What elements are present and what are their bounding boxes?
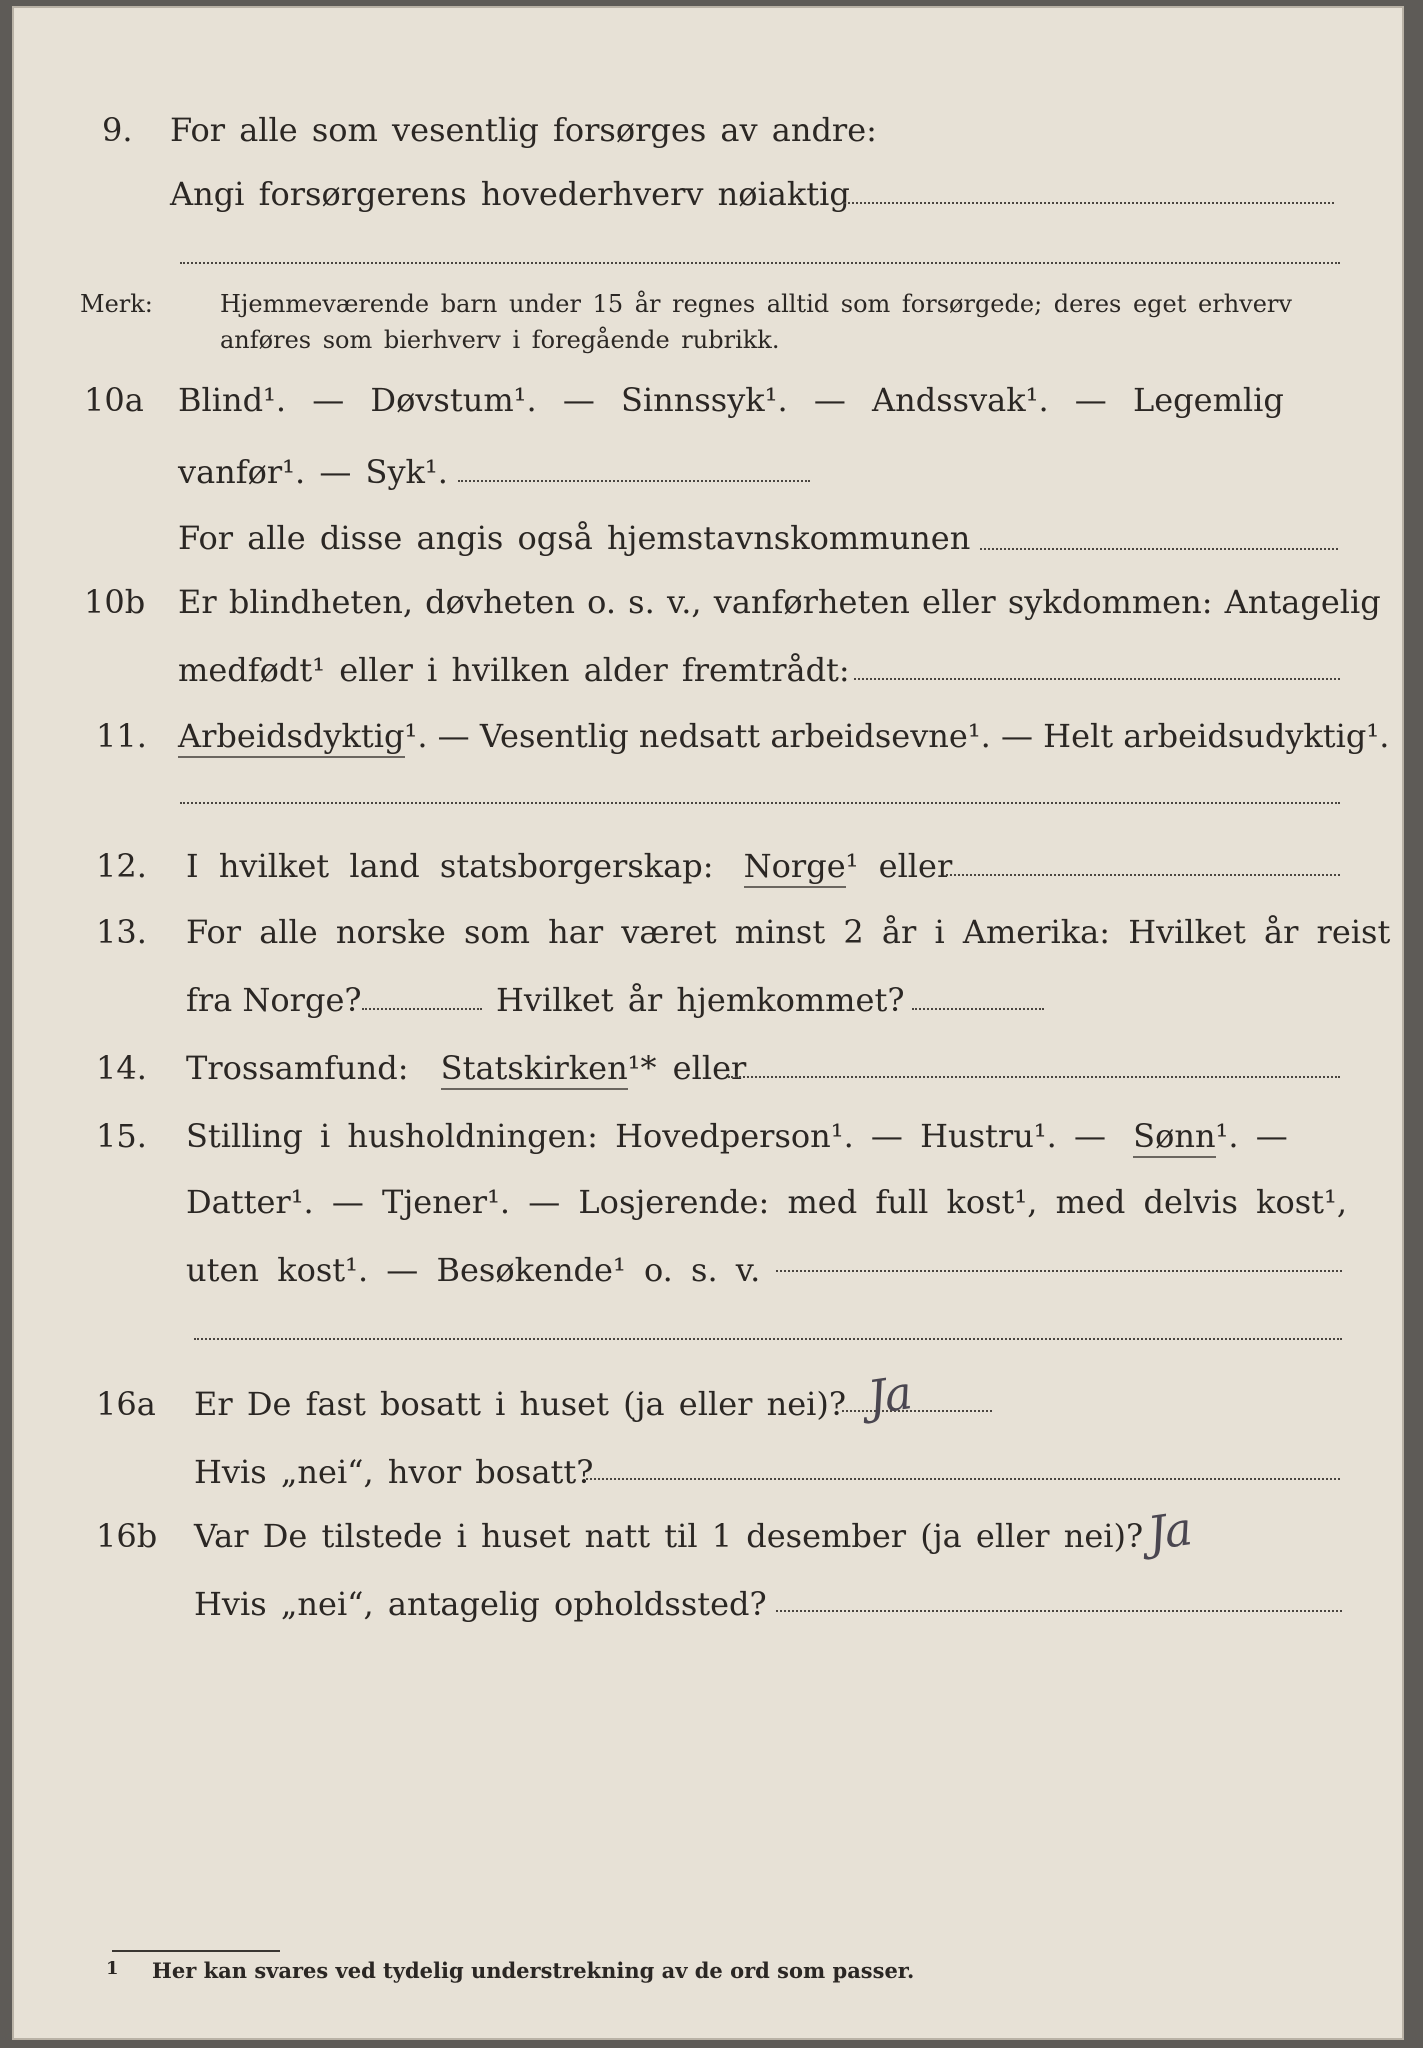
item-text: ¹. — bbox=[1215, 1117, 1288, 1155]
answer-line[interactable] bbox=[946, 874, 1340, 876]
item-number: 12. bbox=[96, 847, 147, 885]
answer-line[interactable] bbox=[362, 1008, 482, 1010]
item-text: Blind¹. — Døvstum¹. — Sinnssyk¹. — Andssvak¹. — Legemlig bbox=[178, 381, 1284, 419]
note-text: anføres som bierhverv i foregående rubrikk. bbox=[220, 326, 780, 354]
item-text: For alle som vesentlig forsørges av andre: bbox=[170, 111, 877, 149]
footnote-mark: 1 bbox=[106, 1958, 119, 1979]
census-form-page bbox=[12, 6, 1404, 2040]
item-text: uten kost¹. — Besøkende¹ o. s. v. bbox=[186, 1251, 761, 1289]
item-text: medfødt¹ eller i hvilken alder fremtrådt: bbox=[178, 651, 850, 689]
answer-line[interactable] bbox=[180, 262, 1340, 264]
item-number: 9. bbox=[102, 111, 133, 149]
item-number: 16a bbox=[96, 1385, 156, 1423]
item-number: 10a bbox=[84, 381, 144, 419]
handwritten-answer: Ja bbox=[1144, 1501, 1194, 1561]
handwritten-answer: Ja bbox=[864, 1365, 914, 1425]
item-text: Er blindheten, døvheten o. s. v., vanførheten eller sykdommen: Antagelig bbox=[178, 583, 1381, 621]
item-number: 16b bbox=[96, 1517, 158, 1555]
underlined-answer: Arbeidsdyktig bbox=[178, 717, 405, 758]
answer-line[interactable] bbox=[980, 548, 1338, 550]
note-text: Hjemmeværende barn under 15 år regnes alltid som forsørgede; deres eget erhverv bbox=[220, 290, 1292, 318]
answer-line[interactable] bbox=[842, 1410, 992, 1412]
underlined-answer: Sønn bbox=[1133, 1117, 1215, 1158]
item-text: fra Norge? bbox=[186, 981, 362, 1019]
item-number: 13. bbox=[96, 913, 147, 951]
answer-line[interactable] bbox=[586, 1478, 1340, 1480]
underlined-answer: Statskirken bbox=[441, 1049, 628, 1090]
item-text: Datter¹. — Tjener¹. — Losjerende: med full kost¹, med delvis kost¹, bbox=[186, 1183, 1348, 1221]
item-number: 11. bbox=[96, 717, 147, 755]
answer-line[interactable] bbox=[854, 678, 1340, 680]
item-text: ¹. — Vesentlig nedsatt arbeidsevne¹. — Helt arbeidsudyktig¹. bbox=[404, 717, 1390, 755]
item-number: 15. bbox=[96, 1117, 147, 1155]
item-text: ¹ eller bbox=[845, 847, 953, 885]
item-text: Hvis „nei“, antagelig opholdssted? bbox=[194, 1585, 767, 1623]
answer-line[interactable] bbox=[776, 1270, 1342, 1272]
footnote bbox=[106, 1958, 915, 1983]
item-text: Hvis „nei“, hvor bosatt? bbox=[194, 1453, 594, 1491]
answer-line[interactable] bbox=[728, 1076, 1340, 1078]
item-text: Hvilket år hjemkommet? bbox=[496, 981, 905, 1019]
answer-line[interactable] bbox=[194, 1338, 1342, 1340]
item-number: 10b bbox=[84, 583, 146, 621]
answer-line[interactable] bbox=[180, 802, 1340, 804]
answer-line[interactable] bbox=[844, 202, 1334, 204]
underlined-answer: Norge bbox=[744, 847, 846, 888]
item-text: Var De tilstede i huset natt til 1 desember (ja eller nei)? bbox=[194, 1517, 1144, 1555]
item-text: For alle norske som har været minst 2 år i Amerika: Hvilket år reist bbox=[186, 913, 1391, 951]
item-text: vanfør¹. — Syk¹. bbox=[178, 453, 448, 491]
item-text: Stilling i husholdningen: Hovedperson¹. — Hustru¹. — bbox=[186, 1117, 1106, 1155]
item-text: For alle disse angis også hjemstavnskommunen bbox=[178, 519, 971, 557]
note-label: Merk: bbox=[80, 290, 153, 318]
footnote-rule bbox=[112, 1950, 280, 1952]
item-text: Er De fast bosatt i huset (ja eller nei)? bbox=[194, 1385, 847, 1423]
answer-line[interactable] bbox=[912, 1008, 1044, 1010]
item-text: Trossamfund: bbox=[186, 1049, 409, 1087]
answer-line[interactable] bbox=[458, 480, 810, 482]
answer-line[interactable] bbox=[776, 1610, 1342, 1612]
item-text: Angi forsørgerens hovederhverv nøiaktig bbox=[170, 175, 850, 213]
footnote-text: Her kan svares ved tydelig understrekning av de ord som passer. bbox=[152, 1958, 915, 1983]
item-number: 14. bbox=[96, 1049, 147, 1087]
item-text: ¹* eller bbox=[627, 1049, 747, 1087]
item-text: I hvilket land statsborgerskap: bbox=[186, 847, 714, 885]
